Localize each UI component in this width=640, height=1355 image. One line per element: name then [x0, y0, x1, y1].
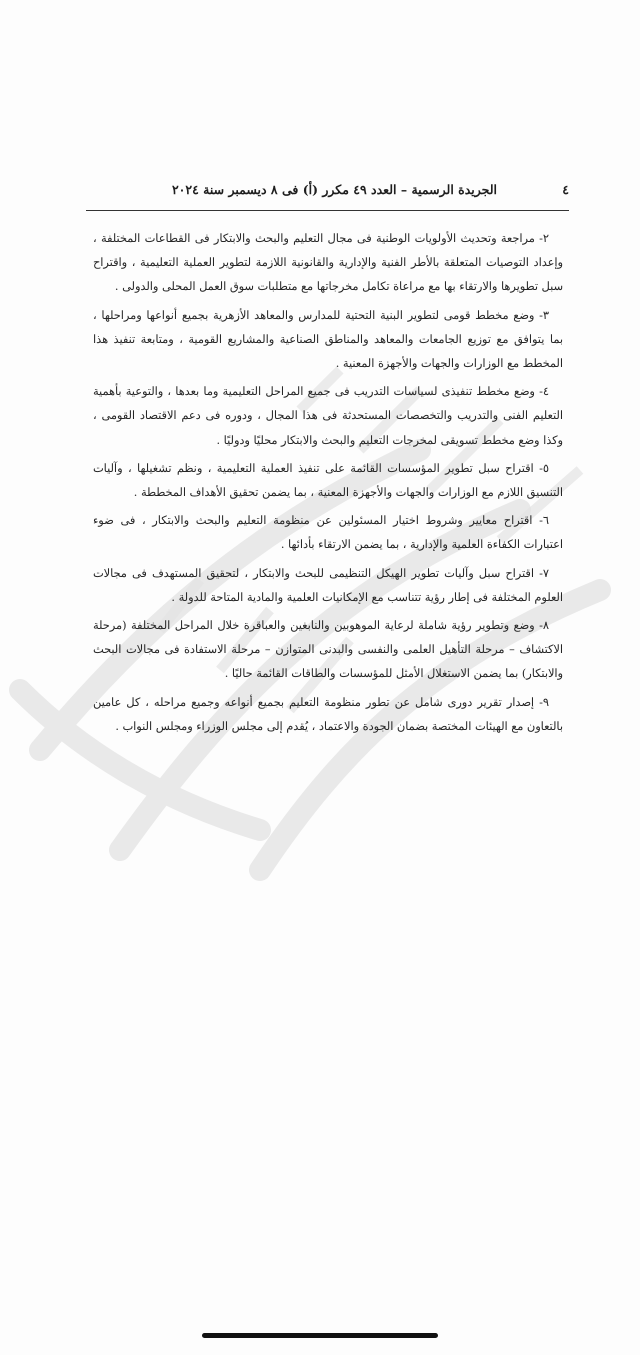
article-item-6: ٦- اقتراح معايير وشروط اختيار المسئولين عن منظومة التعليم والبحث والابتكار ، فى ضوء اعتبارات الكفاءة العلمية والإدارية ، بما يضمن الارتقاء بأدائها . — [93, 514, 563, 552]
gazette-header — [86, 178, 569, 204]
article-item-7: ٧- اقتراح سبل وآليات تطوير الهيكل التنظيمى للبحث والابتكار ، لتحقيق المستهدف فى مجالات العلوم المختلفة فى إطار رؤية تتناسب مع الإمكانيات العلمية والمادية المتاحة للدولة . — [93, 566, 563, 604]
article-item-9: ٩- إصدار تقرير دورى شامل عن تطور منظومة التعليم بجميع أنواعه وجميع مراحله ، كل عامين بالتعاون مع الهيئات المختصة بضمان الجودة والاعتماد ، يُقدم إلى مجلس الوزراء ومجلس النواب . — [93, 695, 563, 733]
document-body — [93, 227, 563, 743]
article-item-8: ٨- وضع وتطوير رؤية شاملة لرعاية الموهوبين والنابغين والعباقرة خلال المراحل المختلفة (مرحلة الاكتشاف – مرحلة التأهيل العلمى والنفسى والبدنى المتوازن – مرحلة الاستفادة فى مجالات البحث والابتكار) بما يضمن الاستغلال الأمثل للمؤسسات والطاقات القائمة حاليًا . — [93, 619, 563, 681]
article-item-2: ٢- مراجعة وتحديث الأولويات الوطنية فى مجال التعليم والبحث والابتكار فى القطاعات المختلفة ، وإعداد التوصيات المتعلقة بالأطر الفنية والإدارية والقانونية اللازمة لتطوير العملية التعليمية ، واقتراح سبل تطويرها والارتقاء بها مع مراعاة تكامل مخرجاتها مع متطلبات سوق العمل المحلى والدولى . — [93, 232, 563, 294]
gazette-title: الجريدة الرسمية – العدد ٤٩ مكرر (أ) فى ٨ ديسمبر سنة ٢٠٢٤ — [171, 182, 497, 197]
page-number: ٤ — [562, 182, 569, 197]
article-item-5: ٥- اقتراح سبل تطوير المؤسسات القائمة على تنفيذ العملية التعليمية ، ونظم تشغيلها ، وآليات التنسيق اللازم مع الوزارات والجهات والأجهزة المعنية ، بما يضمن تحقيق الأهداف المخططة . — [93, 461, 563, 500]
home-indicator[interactable] — [202, 1333, 438, 1338]
article-item-3: ٣- وضع مخطط قومى لتطوير البنية التحتية للمدارس والمعاهد الأزهرية بجميع أنواعها ومراحلها ، بما يتوافق مع توزيع الجامعات والمعاهد والمناطق الصناعية والمشاريع القومية ، ومتابعة تنفيذ هذا المخطط مع الوزارات والجهات والأجهزة المعنية . — [93, 308, 563, 371]
header-divider — [86, 210, 569, 211]
article-item-4: ٤- وضع مخطط تنفيذى لسياسات التدريب فى جميع المراحل التعليمية وما بعدها ، والتوعية بأهمية التعليم الفنى والتدريب والتخصصات المستحدثة فى هذا المجال ، ودوره فى دعم الاقتصاد القومى ، وكذا وضع مخطط تسويقى لمخرجات التعليم والبحث والابتكار محليًا ودوليًا . — [93, 385, 563, 447]
